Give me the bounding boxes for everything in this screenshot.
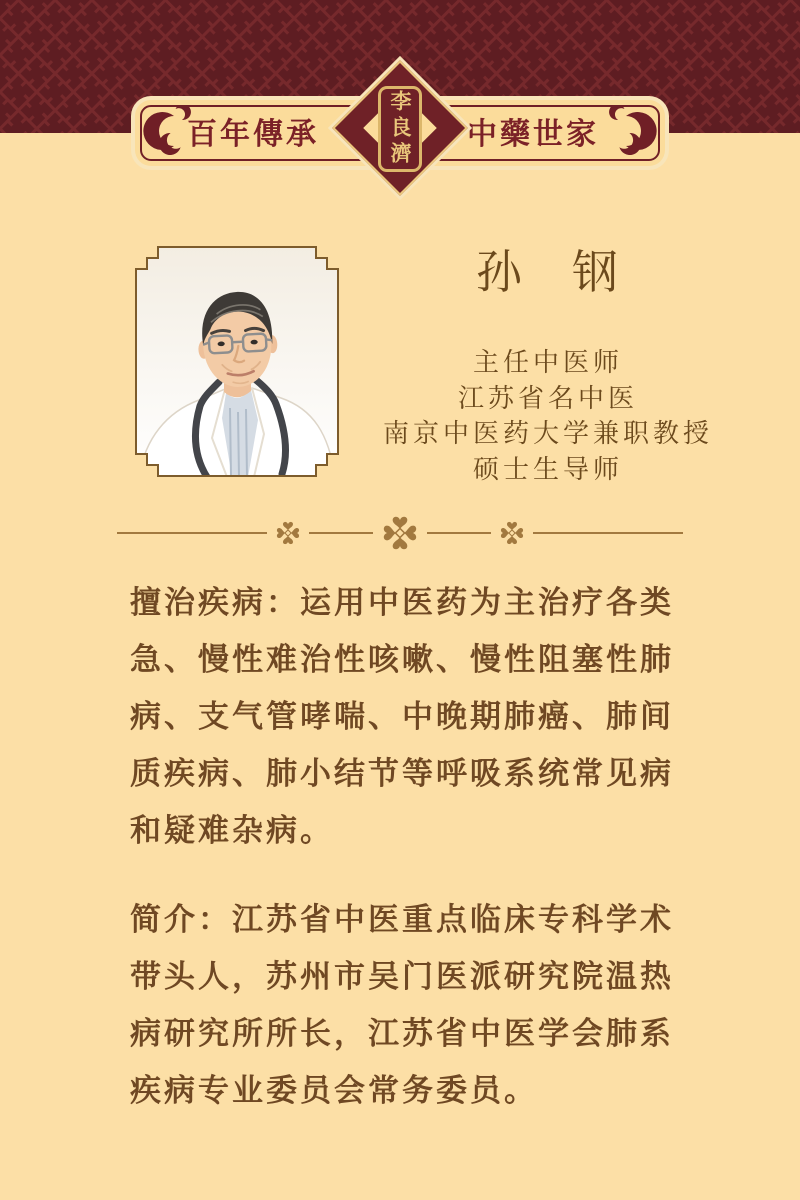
divider-line	[533, 532, 683, 534]
floral-ornament-icon	[275, 520, 301, 546]
divider-line	[427, 532, 491, 534]
photo-frame	[135, 246, 339, 477]
specialty-paragraph: 擅治疾病：运用中医药为主治疗各类急、慢性难治性咳嗽、慢性阻塞性肺病、支气管哮喘、中晚期肺癌、肺间质疾病、肺小结节等呼吸系统常见病和疑难杂病。	[130, 585, 674, 848]
doctor-title-line: 南京中医药大学兼职教授	[382, 419, 713, 448]
floral-ornament-icon	[381, 514, 419, 552]
doctor-photo	[135, 246, 339, 477]
doctor-name: 孙 钢	[476, 247, 620, 298]
doctor-title-line: 主任中医师	[472, 348, 623, 377]
divider-line	[117, 532, 267, 534]
doctor-title-line: 江苏省名中医	[457, 383, 638, 413]
banner-motto-right: 中藥世家	[467, 118, 599, 152]
bio-paragraph: 简介：江苏省中医重点临床专科学术带头人，苏州市吴门医派研究院温热病研究所所长，江苏省中医学会肺系疾病专业委员会常务委员。	[130, 902, 674, 1108]
floral-ornament-icon	[499, 520, 525, 546]
brand-seal	[378, 86, 422, 172]
doctor-titles	[348, 345, 748, 487]
cloud-scroll-icon	[596, 105, 660, 161]
brand-seal-text: 李良濟	[388, 90, 412, 168]
ornament-divider	[117, 513, 683, 553]
doctor-title-line: 硕士生导师	[472, 454, 623, 484]
banner-motto-left: 百年傳承	[187, 118, 319, 152]
divider-line	[309, 532, 373, 534]
